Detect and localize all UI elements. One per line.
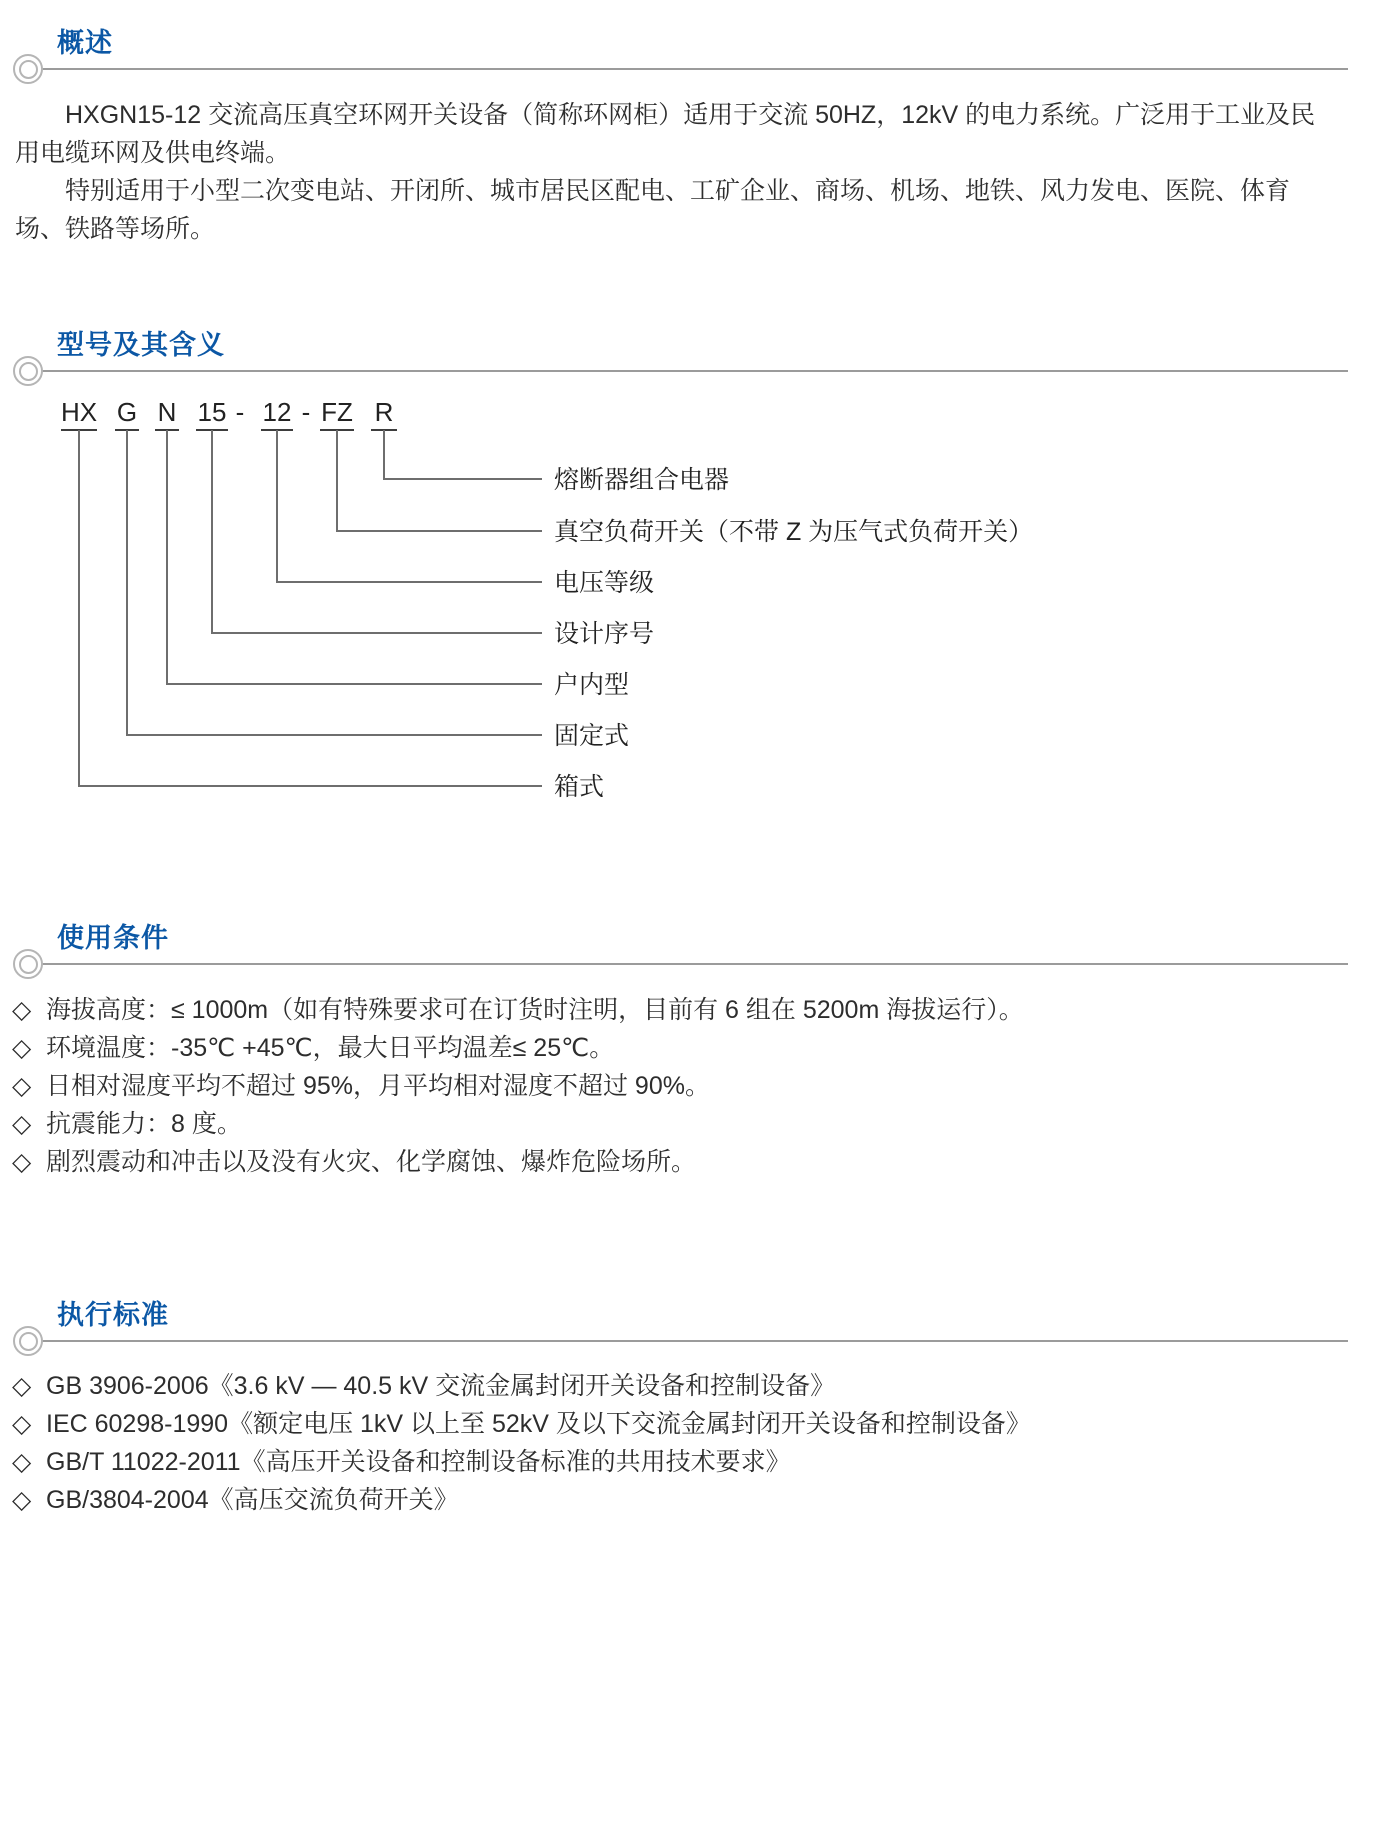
section-header-overview bbox=[0, 0, 1348, 70]
diamond-bullet-icon: ◇ bbox=[12, 1148, 32, 1176]
model-code-separator: - bbox=[235, 397, 245, 427]
model-code-diagram bbox=[0, 388, 1150, 868]
section-marker-inner-ring bbox=[19, 362, 38, 381]
standard-text: GB/3804-2004《高压交流负荷开关》 bbox=[46, 1486, 459, 1514]
model-label: 固定式 bbox=[554, 722, 630, 750]
section-divider-line bbox=[42, 370, 1348, 372]
conditions-list bbox=[12, 991, 1342, 1181]
section-divider-line bbox=[42, 963, 1348, 965]
model-code-token: R bbox=[374, 397, 394, 427]
overview-paragraph-1: HXGN15-12 交流高压真空环网开关设备（简称环网柜）适用于交流 50HZ，12kV 的电力系统。广泛用于工业及民用电缆环网及供电终端。 bbox=[15, 101, 1316, 167]
list-item bbox=[12, 991, 1342, 1029]
model-label: 箱式 bbox=[554, 773, 605, 801]
condition-text: 日相对湿度平均不超过 95%，月平均相对湿度不超过 90%。 bbox=[46, 1072, 710, 1100]
model-code-token: 12 bbox=[262, 397, 292, 427]
standard-text: GB 3906-2006《3.6 kV — 40.5 kV 交流金属封闭开关设备和控制设备》 bbox=[46, 1372, 836, 1400]
diamond-bullet-icon: ◇ bbox=[12, 1410, 32, 1438]
connector-line bbox=[337, 430, 542, 531]
list-item bbox=[12, 1405, 1342, 1443]
model-label: 电压等级 bbox=[554, 569, 655, 597]
section-title-standards: 执行标准 bbox=[57, 1300, 169, 1330]
model-label: 设计序号 bbox=[554, 620, 655, 648]
diamond-bullet-icon: ◇ bbox=[12, 1486, 32, 1514]
model-code-token: FZ bbox=[321, 397, 353, 427]
section-header-conditions bbox=[0, 895, 1348, 965]
model-code-token: G bbox=[116, 397, 138, 427]
model-code-token: HX bbox=[60, 397, 98, 427]
list-item bbox=[12, 1067, 1342, 1105]
list-item bbox=[12, 1481, 1342, 1519]
section-marker-inner-ring bbox=[19, 60, 38, 79]
section-marker-icon bbox=[13, 356, 43, 386]
list-item bbox=[12, 1029, 1342, 1067]
section-title-overview: 概述 bbox=[57, 28, 113, 58]
section-title-conditions: 使用条件 bbox=[57, 923, 169, 953]
connector-line bbox=[79, 430, 542, 786]
overview-paragraphs bbox=[15, 96, 1333, 248]
model-label: 真空负荷开关（不带 Z 为压气式负荷开关） bbox=[554, 518, 1034, 546]
diamond-bullet-icon: ◇ bbox=[12, 1372, 32, 1400]
section-divider-line bbox=[42, 68, 1348, 70]
diamond-bullet-icon: ◇ bbox=[12, 996, 32, 1024]
model-label: 户内型 bbox=[554, 671, 630, 699]
model-code-token: N bbox=[157, 397, 177, 427]
diamond-bullet-icon: ◇ bbox=[12, 1110, 32, 1138]
condition-text: 抗震能力：8 度。 bbox=[46, 1110, 242, 1138]
standards-list bbox=[12, 1367, 1342, 1519]
standard-text: GB/T 11022-2011《高压开关设备和控制设备标准的共用技术要求》 bbox=[46, 1448, 791, 1476]
connector-line bbox=[167, 430, 542, 684]
condition-text: 剧烈震动和冲击以及没有火灾、化学腐蚀、爆炸危险场所。 bbox=[46, 1148, 697, 1176]
model-label: 熔断器组合电器 bbox=[554, 466, 730, 494]
section-marker-icon bbox=[13, 54, 43, 84]
section-marker-icon bbox=[13, 949, 43, 979]
condition-text: 环境温度：-35℃ +45℃，最大日平均温差≤ 25℃。 bbox=[46, 1034, 615, 1062]
diamond-bullet-icon: ◇ bbox=[12, 1448, 32, 1476]
connector-line bbox=[277, 430, 542, 582]
section-header-standards bbox=[0, 1272, 1348, 1342]
connector-line bbox=[384, 430, 542, 479]
section-title-model: 型号及其含义 bbox=[57, 330, 225, 360]
section-marker-icon bbox=[13, 1326, 43, 1356]
model-code-token: 15 bbox=[197, 397, 227, 427]
diamond-bullet-icon: ◇ bbox=[12, 1072, 32, 1100]
standard-text: IEC 60298-1990《额定电压 1kV 以上至 52kV 及以下交流金属封闭开关设备和控制设备》 bbox=[46, 1410, 1031, 1438]
model-code-separator: - bbox=[301, 397, 311, 427]
section-header-model bbox=[0, 302, 1348, 372]
diamond-bullet-icon: ◇ bbox=[12, 1034, 32, 1062]
list-item bbox=[12, 1143, 1342, 1181]
section-divider-line bbox=[42, 1340, 1348, 1342]
section-marker-inner-ring bbox=[19, 955, 38, 974]
list-item bbox=[12, 1105, 1342, 1143]
list-item bbox=[12, 1367, 1342, 1405]
list-item bbox=[12, 1443, 1342, 1481]
overview-paragraph-2: 特别适用于小型二次变电站、开闭所、城市居民区配电、工矿企业、商场、机场、地铁、风力发电、医院、体育场、铁路等场所。 bbox=[15, 177, 1291, 243]
condition-text: 海拔高度：≤ 1000m（如有特殊要求可在订货时注明，目前有 6 组在 5200m 海拔运行）。 bbox=[46, 996, 1024, 1024]
section-marker-inner-ring bbox=[19, 1332, 38, 1351]
